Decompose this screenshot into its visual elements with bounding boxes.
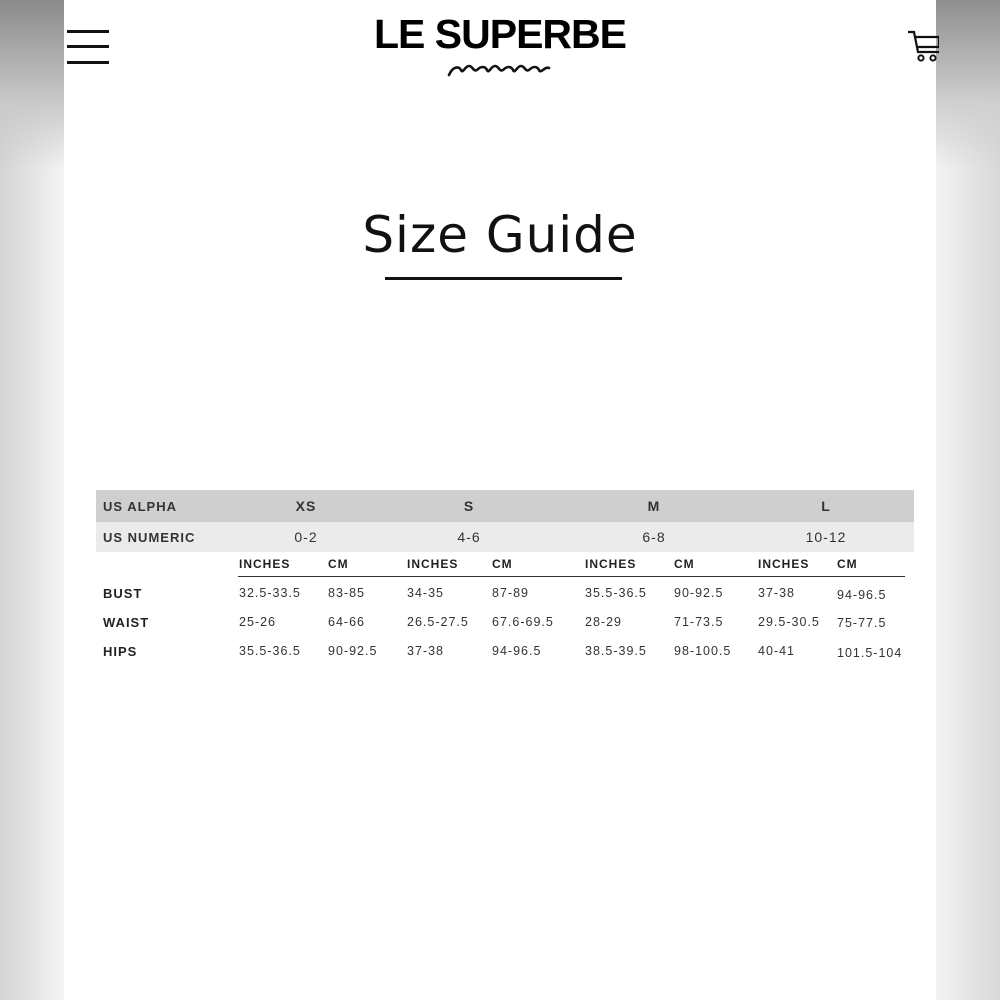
title-underline	[385, 277, 622, 280]
measurement-value: 32.5-33.5	[239, 586, 301, 600]
size-numeric: 10-12	[805, 529, 847, 545]
unit-header-divider	[238, 576, 905, 577]
measurement-value: 38.5-39.5	[585, 644, 647, 658]
us-alpha-label: US ALPHA	[103, 499, 177, 514]
unit-header-inches: INCHES	[407, 557, 459, 571]
measurement-value: 35.5-36.5	[239, 644, 301, 658]
shopping-cart-icon[interactable]	[907, 28, 939, 66]
size-alpha: XS	[295, 498, 317, 514]
measurement-value: 98-100.5	[674, 644, 732, 658]
background-right-edge	[936, 0, 1000, 170]
measurement-value: 83-85	[328, 586, 365, 600]
unit-header-inches: INCHES	[758, 557, 810, 571]
unit-header-cm: CM	[837, 557, 858, 571]
measurement-value: 40-41	[758, 644, 795, 658]
us-alpha-row	[96, 490, 914, 522]
background-left-edge	[0, 0, 64, 170]
wave-logo-icon	[447, 62, 553, 78]
us-numeric-label: US NUMERIC	[103, 530, 196, 545]
page-content	[64, 0, 936, 1000]
measurement-value: 37-38	[407, 644, 444, 658]
size-alpha: S	[463, 498, 475, 514]
measurement-value: 101.5-104	[837, 646, 903, 660]
measurement-value: 34-35	[407, 586, 444, 600]
brand-name: LE SUPERBE	[374, 11, 626, 57]
unit-header-inches: INCHES	[585, 557, 637, 571]
row-label-waist: WAIST	[103, 615, 150, 630]
measurement-value: 75-77.5	[837, 616, 887, 630]
row-label-hips: HIPS	[103, 644, 138, 659]
measurement-value: 90-92.5	[328, 644, 378, 658]
unit-header-cm: CM	[492, 557, 513, 571]
measurement-value: 29.5-30.5	[758, 615, 820, 629]
measurement-value: 94-96.5	[837, 588, 887, 602]
page-title: Size Guide	[362, 206, 638, 264]
measurement-value: 35.5-36.5	[585, 586, 647, 600]
measurement-value: 71-73.5	[674, 615, 724, 629]
unit-header-cm: CM	[674, 557, 695, 571]
size-numeric: 0-2	[294, 529, 318, 545]
measurement-value: 64-66	[328, 615, 365, 629]
measurement-value: 28-29	[585, 615, 622, 629]
measurement-value: 90-92.5	[674, 586, 724, 600]
size-numeric: 4-6	[457, 529, 481, 545]
unit-header-inches: INCHES	[239, 557, 291, 571]
brand-logo[interactable]	[64, 10, 936, 78]
size-alpha: M	[647, 498, 661, 514]
measurement-value: 94-96.5	[492, 644, 542, 658]
size-numeric: 6-8	[642, 529, 666, 545]
measurement-value: 67.6-69.5	[492, 615, 554, 629]
row-label-bust: BUST	[103, 586, 143, 601]
us-numeric-row	[96, 522, 914, 552]
measurement-value: 26.5-27.5	[407, 615, 469, 629]
measurement-value: 25-26	[239, 615, 276, 629]
size-alpha: L	[821, 498, 831, 514]
unit-header-cm: CM	[328, 557, 349, 571]
measurement-value: 87-89	[492, 586, 529, 600]
measurement-value: 37-38	[758, 586, 795, 600]
